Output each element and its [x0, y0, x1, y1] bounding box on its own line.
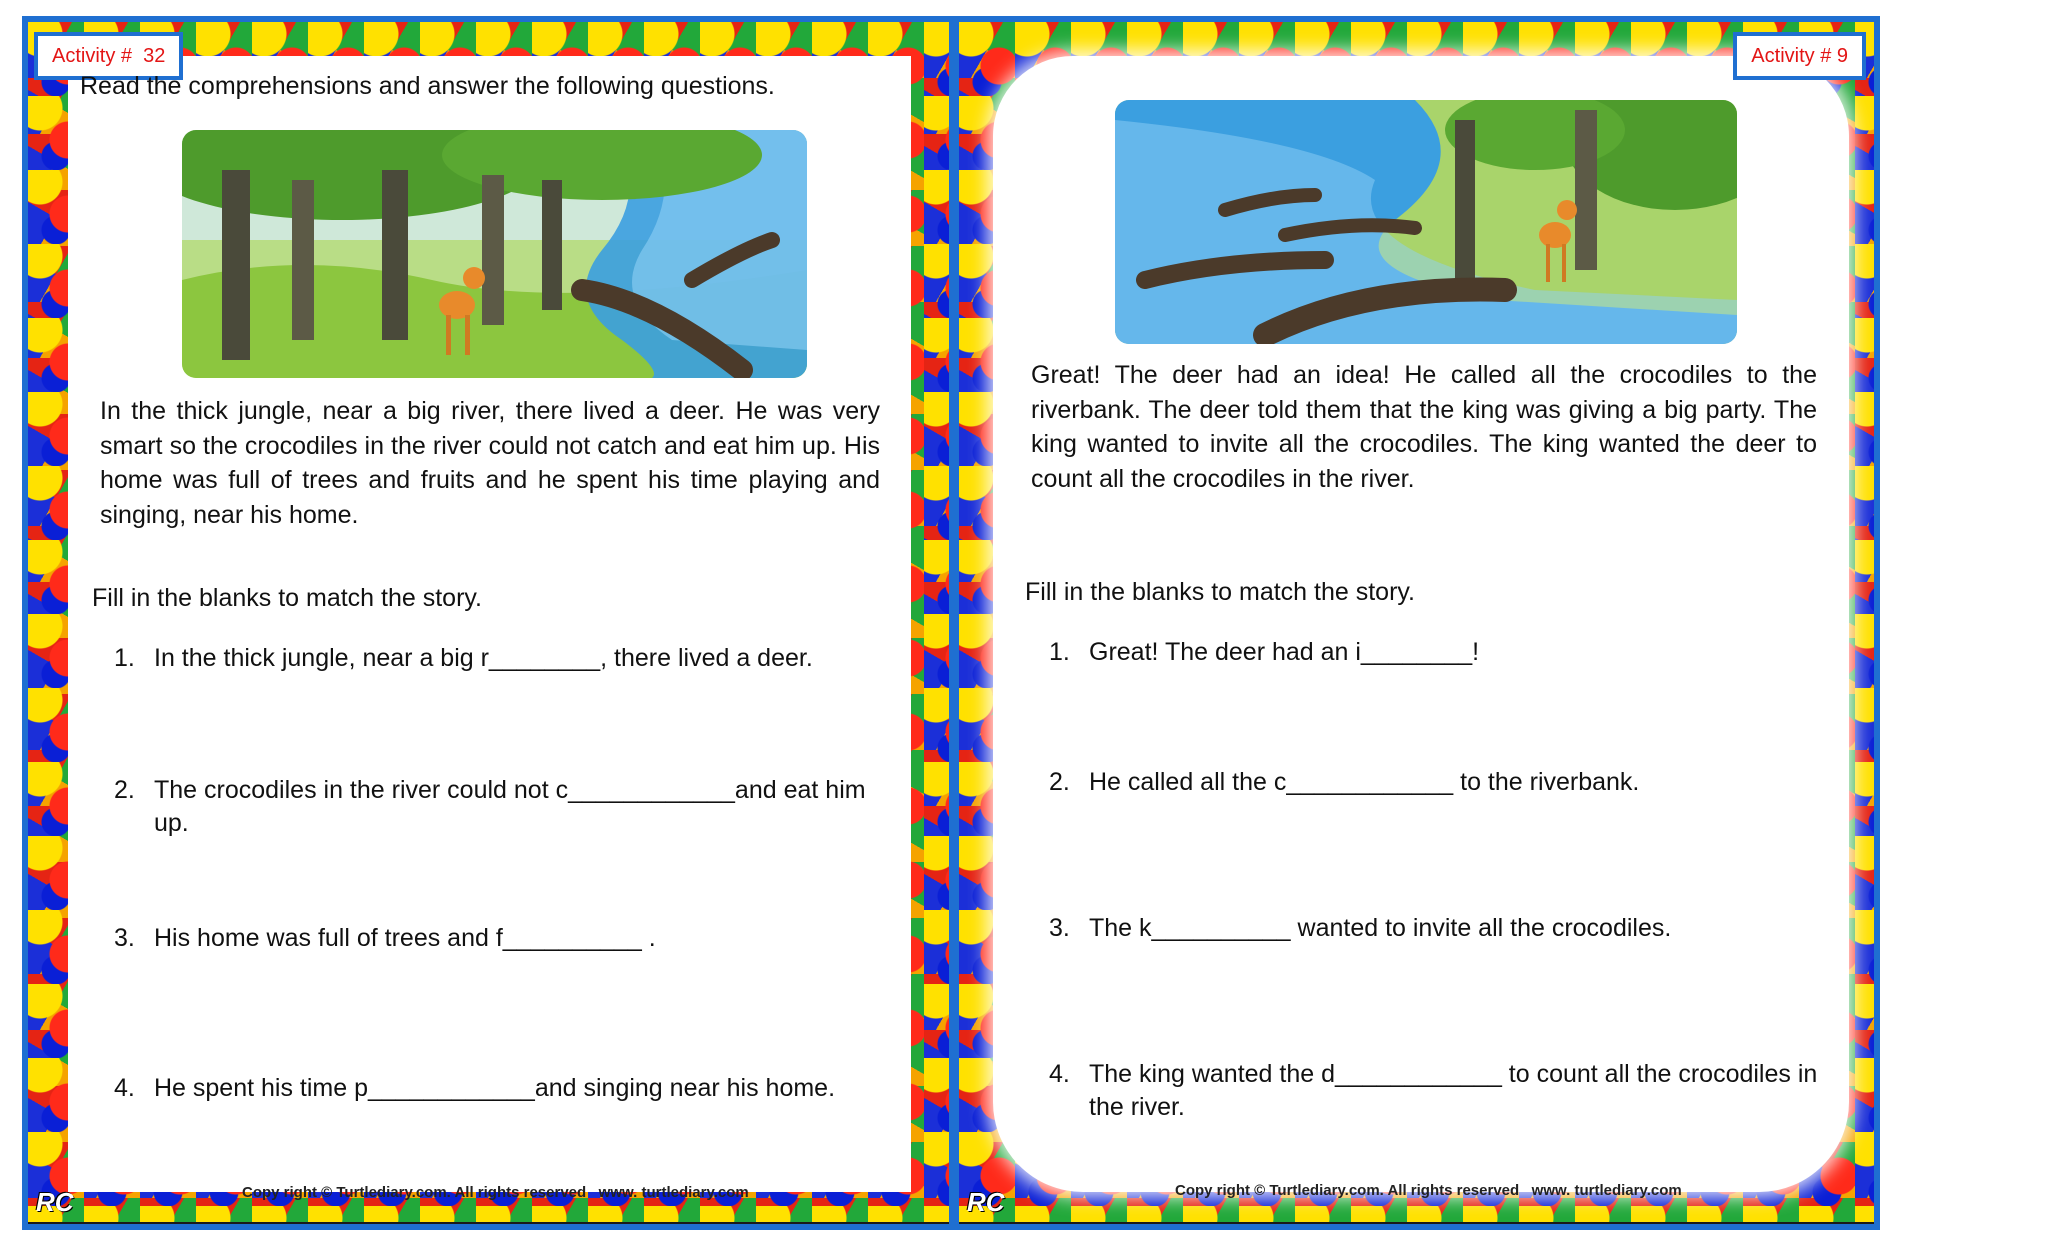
question-text: Great! The deer had an i________!: [1089, 638, 1480, 666]
fill-blanks-heading: Fill in the blanks to match the story.: [1025, 578, 1415, 606]
question-number: 4.: [1049, 1060, 1070, 1088]
question-4: [114, 1072, 894, 1105]
question-3: [1049, 912, 1829, 945]
question-1: [114, 642, 894, 675]
question-number: 4.: [114, 1074, 135, 1102]
fill-blanks-heading: Fill in the blanks to match the story.: [92, 584, 482, 612]
question-number: 3.: [1049, 914, 1070, 942]
worksheet-right: [959, 22, 1874, 1222]
activity-label: Activity # 9: [1733, 32, 1866, 80]
copyright-notice: Copy right © Turtlediary.com. All rights reserved www. turtlediary.com: [242, 1184, 749, 1201]
story-paragraph: In the thick jungle, near a big river, there lived a deer. He was very smart so the crocodiles in the river could not catch and eat him up. His home was full of trees and fruits and he spent his time playing and singing, near his home.: [100, 397, 880, 529]
corner-mark: RC: [967, 1187, 1005, 1217]
worksheet-left: [28, 22, 949, 1222]
crocodile-river-illustration: [1115, 100, 1737, 344]
question-text: The crocodiles in the river could not c____________and eat him up.: [154, 776, 866, 837]
question-number: 3.: [114, 924, 135, 952]
question-text: The king wanted the d____________ to count all the crocodiles in the river.: [1089, 1060, 1818, 1121]
question-number: 2.: [114, 776, 135, 804]
question-1: [1049, 636, 1829, 669]
question-text: The k__________ wanted to invite all the crocodiles.: [1089, 914, 1672, 942]
page-divider: [949, 16, 959, 1230]
story-paragraph: Great! The deer had an idea! He called all the crocodiles to the riverbank. The deer told them that the king was giving a big party. The king wanted to invite all the crocodiles. The king wanted the deer to count all the crocodiles in the river.: [1031, 361, 1817, 493]
instruction-text: Read the comprehensions and answer the following questions.: [80, 72, 775, 100]
question-3: [114, 922, 894, 955]
question-number: 1.: [1049, 638, 1070, 666]
jungle-river-illustration: [182, 130, 807, 378]
question-text: He called all the c____________ to the riverbank.: [1089, 768, 1640, 796]
question-text: He spent his time p____________and singing near his home.: [154, 1074, 836, 1102]
question-number: 1.: [114, 644, 135, 672]
question-number: 2.: [1049, 768, 1070, 796]
question-text: His home was full of trees and f__________ .: [154, 924, 656, 952]
question-2: [114, 774, 894, 840]
question-text: In the thick jungle, near a big r________, there lived a deer.: [154, 644, 813, 672]
copyright-notice: Copy right © Turtlediary.com. All rights reserved www. turtlediary.com: [1175, 1182, 1682, 1199]
question-2: [1049, 766, 1829, 799]
corner-mark: RC: [36, 1187, 74, 1217]
question-4: [1049, 1058, 1829, 1124]
activity-label: Activity # 32: [34, 32, 183, 80]
